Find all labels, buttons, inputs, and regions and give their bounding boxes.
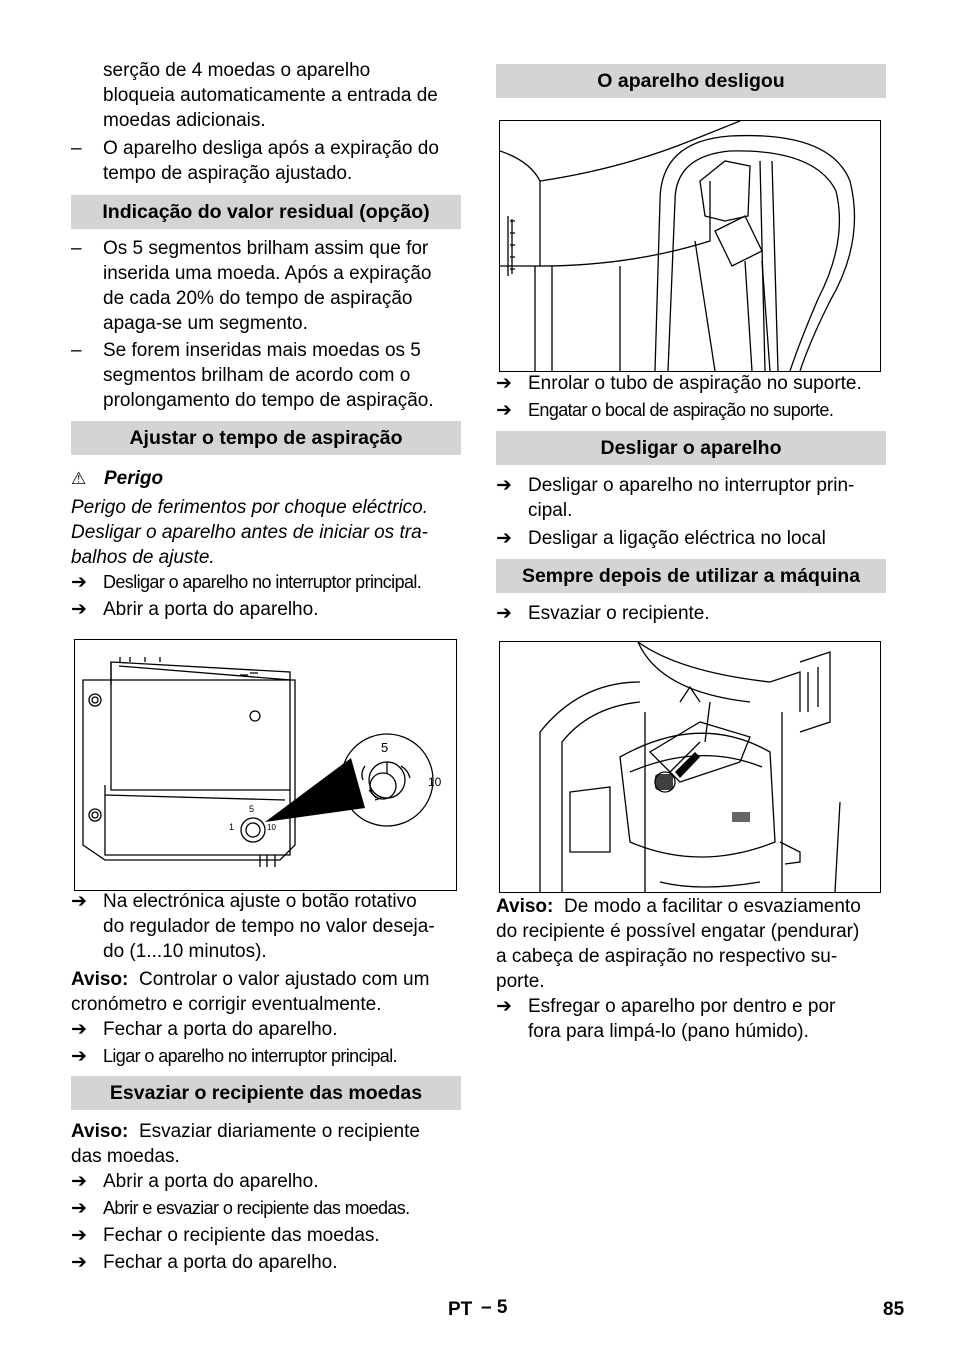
warning-icon: ⚠ (71, 469, 87, 488)
section-heading-switch-off: Desligar o aparelho (496, 431, 886, 465)
dash-bullet: – (71, 238, 82, 259)
arrow-icon: ➔ (496, 400, 512, 421)
figure-empty-container (499, 641, 881, 893)
section-heading-adjust: Ajustar o tempo de aspiração (71, 421, 461, 455)
section-heading-coins: Esvaziar o recipiente das moedas (71, 1076, 461, 1110)
small-label-1: 1 (229, 822, 235, 832)
list-item: prolongamento do tempo de aspiração. (103, 390, 434, 411)
notice-text: a cabeça de aspiração no respectivo su- (496, 946, 838, 967)
section-heading-residual: Indicação do valor residual (opção) (71, 195, 461, 229)
danger-text: balhos de ajuste. (71, 547, 215, 568)
notice-label: Aviso: (71, 1121, 129, 1142)
step-text: cipal. (528, 500, 573, 521)
step-text: fora para limpá-lo (pano húmido). (528, 1021, 809, 1042)
list-item: segmentos brilham de acordo com o (103, 365, 411, 386)
list-item: Os 5 segmentos brilham assim que for (103, 238, 429, 259)
section-heading-off: O aparelho desligou (496, 64, 886, 98)
step-text: Desligar o aparelho no interruptor principal. (103, 572, 422, 592)
container-illustration (500, 642, 880, 892)
step-text: Abrir a porta do aparelho. (103, 1171, 319, 1192)
step-text: Desligar o aparelho no interruptor prin- (528, 475, 855, 496)
step-text: do (1...10 minutos). (103, 941, 267, 962)
timer-knob-illustration (75, 640, 456, 890)
notice-text: do recipiente é possível engatar (pendurar) (496, 921, 860, 942)
step-text: Fechar o recipiente das moedas. (103, 1225, 380, 1246)
step-text: Na electrónica ajuste o botão rotativo (103, 891, 417, 912)
footer-language: PT (448, 1299, 473, 1320)
step-text: Abrir a porta do aparelho. (103, 599, 319, 620)
step-text: Abrir e esvaziar o recipiente das moedas. (103, 1198, 410, 1218)
intro-text: bloqueia automaticamente a entrada de (103, 85, 438, 106)
step-text: Fechar a porta do aparelho. (103, 1019, 338, 1040)
arrow-icon: ➔ (71, 1252, 87, 1273)
arrow-icon: ➔ (496, 996, 512, 1017)
dash-bullet: – (71, 340, 82, 361)
arrow-icon: ➔ (71, 572, 87, 593)
arrow-icon: ➔ (71, 1171, 87, 1192)
notice-text: porte. (496, 971, 545, 992)
list-item: inserida uma moeda. Após a expiração (103, 263, 432, 284)
step-text: do regulador de tempo no valor deseja- (103, 916, 435, 937)
step-text: Ligar o aparelho no interruptor principal. (103, 1046, 397, 1066)
dash-bullet: – (71, 138, 82, 159)
list-item: apaga-se um segmento. (103, 313, 308, 334)
list-item: tempo de aspiração ajustado. (103, 163, 353, 184)
footer-section-page: – 5 (481, 1297, 508, 1318)
notice-text: De modo a facilitar o esvaziamento (564, 896, 861, 917)
arrow-icon: ➔ (496, 373, 512, 394)
arrow-icon: ➔ (71, 1019, 87, 1040)
notice-text: cronómetro e corrigir eventualmente. (71, 994, 382, 1015)
figure-hose-holder (499, 120, 881, 372)
small-label-10: 10 (267, 823, 276, 832)
notice-text: Esvaziar diariamente o recipiente (139, 1121, 420, 1142)
danger-text: Perigo de ferimentos por choque eléctrico. (71, 497, 428, 518)
list-item: Se forem inseridas mais moedas os 5 (103, 340, 421, 361)
list-item: de cada 20% do tempo de aspiração (103, 288, 413, 309)
arrow-icon: ➔ (496, 475, 512, 496)
step-text: Desligar a ligação eléctrica no local (528, 528, 826, 549)
step-text: Esfregar o aparelho por dentro e por (528, 996, 836, 1017)
page-number: 85 (883, 1299, 905, 1320)
knob-label-1: 1 (345, 772, 353, 787)
knob-label-5: 5 (381, 740, 389, 755)
arrow-icon: ➔ (71, 1225, 87, 1246)
arrow-icon: ➔ (71, 891, 87, 912)
intro-text: serção de 4 moedas o aparelho (103, 60, 371, 81)
section-heading-after-use: Sempre depois de utilizar a máquina (496, 559, 886, 593)
arrow-icon: ➔ (71, 1198, 87, 1219)
arrow-icon: ➔ (71, 599, 87, 620)
notice-text: das moedas. (71, 1146, 180, 1167)
step-text: Esvaziar o recipiente. (528, 603, 710, 624)
arrow-icon: ➔ (496, 603, 512, 624)
danger-label: Perigo (104, 468, 164, 489)
danger-text: Desligar o aparelho antes de iniciar os tra- (71, 522, 428, 543)
notice-label: Aviso: (496, 896, 554, 917)
notice-label: Aviso: (71, 969, 129, 990)
knob-label-10: 10 (428, 775, 442, 789)
list-item: O aparelho desliga após a expiração do (103, 138, 439, 159)
arrow-icon: ➔ (71, 1046, 87, 1067)
intro-text: moedas adicionais. (103, 110, 266, 131)
arrow-icon: ➔ (496, 528, 512, 549)
hose-holder-illustration (500, 121, 880, 371)
step-text: Engatar o bocal de aspiração no suporte. (528, 400, 834, 420)
step-text: Enrolar o tubo de aspiração no suporte. (528, 373, 862, 394)
figure-timer-knob (74, 639, 457, 891)
notice-text: Controlar o valor ajustado com um (139, 969, 430, 990)
small-label-5: 5 (249, 804, 255, 814)
step-text: Fechar a porta do aparelho. (103, 1252, 338, 1273)
